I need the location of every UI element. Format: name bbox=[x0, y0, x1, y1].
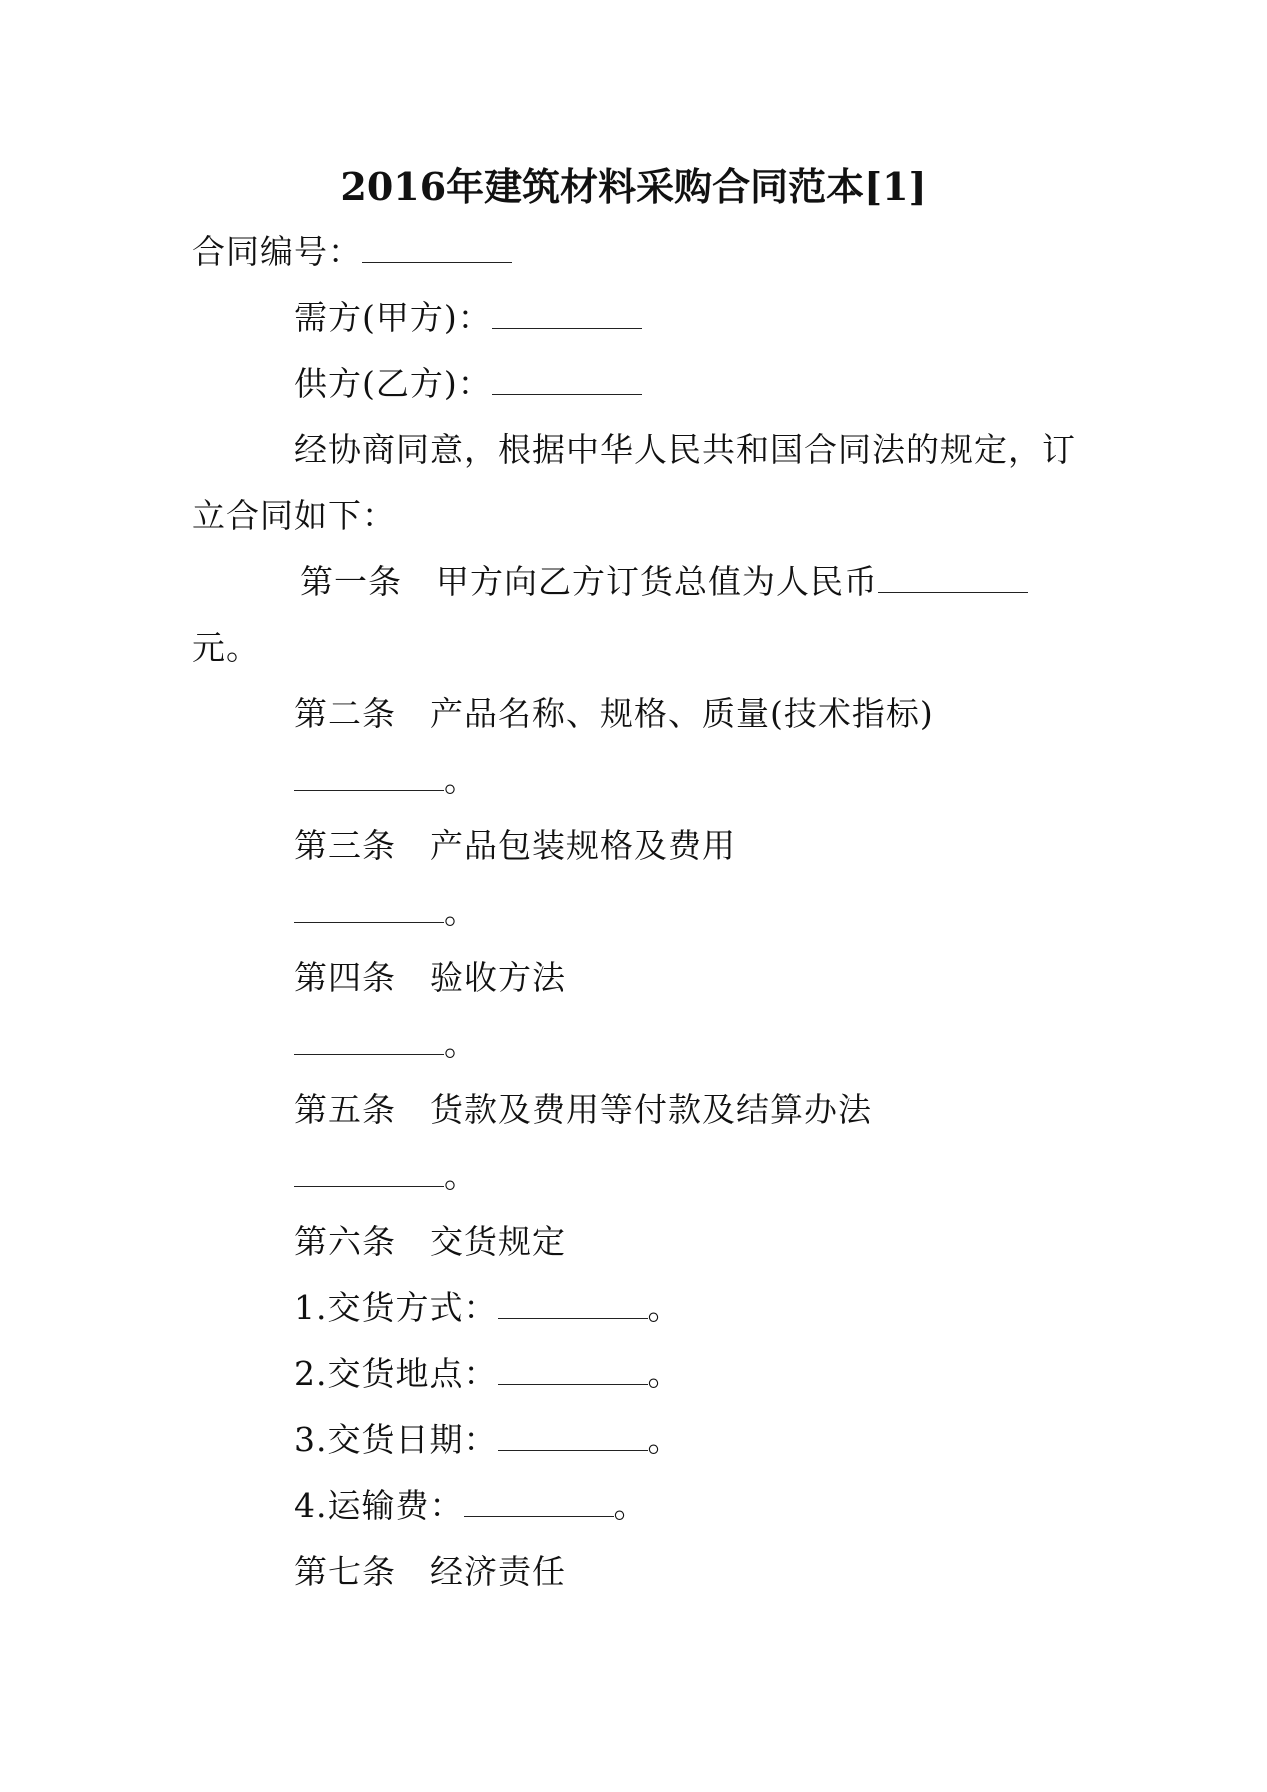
article-2-blank-line bbox=[294, 760, 478, 800]
delivery-place-label: 2.交货地点： bbox=[294, 1354, 498, 1393]
article-5-heading: 第五条 bbox=[294, 1090, 396, 1129]
article-1-amount-blank bbox=[878, 562, 1028, 593]
buyer-blank bbox=[492, 298, 642, 329]
article-5-blank bbox=[294, 1156, 444, 1187]
page-title: 2016年建筑材料采购合同范本[1] bbox=[340, 164, 927, 209]
delivery-method-label: 1.交货方式： bbox=[294, 1288, 498, 1327]
article-7-heading: 第七条 bbox=[294, 1552, 396, 1591]
article-6-heading: 第六条 bbox=[294, 1222, 396, 1261]
article-5-line bbox=[294, 1090, 872, 1130]
delivery-date-label: 3.交货日期： bbox=[294, 1420, 498, 1459]
article-4-line bbox=[294, 958, 566, 998]
article-3-heading: 第三条 bbox=[294, 826, 396, 865]
contract-number-label: 合同编号： bbox=[192, 232, 362, 271]
article-4-period: 。 bbox=[444, 1024, 478, 1063]
freight-period: 。 bbox=[613, 1486, 648, 1525]
supplier-blank bbox=[492, 364, 642, 395]
delivery-date-period: 。 bbox=[647, 1420, 682, 1459]
supplier-line bbox=[294, 364, 642, 404]
delivery-date-line bbox=[294, 1420, 682, 1460]
article-7-text: 经济责任 bbox=[430, 1552, 566, 1591]
contract-number-line bbox=[192, 232, 512, 272]
delivery-method-blank bbox=[498, 1288, 648, 1319]
buyer-label: 需方(甲方)： bbox=[294, 298, 492, 337]
article-5-text: 货款及费用等付款及结算办法 bbox=[430, 1090, 872, 1129]
article-7-line bbox=[294, 1552, 566, 1592]
intro-line-2: 立合同如下： bbox=[192, 496, 396, 535]
delivery-place-line bbox=[294, 1354, 682, 1394]
article-1-heading: 第一条 bbox=[300, 562, 402, 601]
article-3-text: 产品包装规格及费用 bbox=[430, 826, 736, 865]
article-3-blank bbox=[294, 892, 444, 923]
article-2-period: 。 bbox=[444, 760, 478, 799]
article-2-heading: 第二条 bbox=[294, 694, 396, 733]
article-6-line bbox=[294, 1222, 566, 1262]
article-4-blank-line bbox=[294, 1024, 478, 1064]
article-4-blank bbox=[294, 1024, 444, 1055]
delivery-method-period: 。 bbox=[647, 1288, 682, 1327]
delivery-place-blank bbox=[498, 1354, 648, 1385]
article-2-line bbox=[294, 694, 934, 734]
article-2-blank bbox=[294, 760, 444, 791]
article-2-text: 产品名称、规格、质量(技术指标) bbox=[430, 694, 934, 733]
article-3-line bbox=[294, 826, 736, 866]
delivery-date-blank bbox=[498, 1420, 648, 1451]
article-4-text: 验收方法 bbox=[430, 958, 566, 997]
article-5-period: 。 bbox=[444, 1156, 478, 1195]
freight-line bbox=[294, 1486, 648, 1526]
freight-blank bbox=[464, 1486, 614, 1517]
article-3-period: 。 bbox=[444, 892, 478, 931]
article-1-text: 甲方向乙方订货总值为人民币 bbox=[436, 562, 878, 601]
buyer-line bbox=[294, 298, 642, 338]
article-6-text: 交货规定 bbox=[430, 1222, 566, 1261]
supplier-label: 供方(乙方)： bbox=[294, 364, 492, 403]
article-1-line bbox=[300, 562, 1028, 602]
article-5-blank-line bbox=[294, 1156, 478, 1196]
article-1-tail: 元。 bbox=[192, 628, 260, 667]
article-4-heading: 第四条 bbox=[294, 958, 396, 997]
delivery-place-period: 。 bbox=[647, 1354, 682, 1393]
freight-label: 4.运输费： bbox=[294, 1486, 464, 1525]
contract-number-blank bbox=[362, 232, 512, 263]
intro-line-1: 经协商同意，根据中华人民共和国合同法的规定，订 bbox=[294, 430, 1076, 469]
article-3-blank-line bbox=[294, 892, 478, 932]
delivery-method-line bbox=[294, 1288, 682, 1328]
